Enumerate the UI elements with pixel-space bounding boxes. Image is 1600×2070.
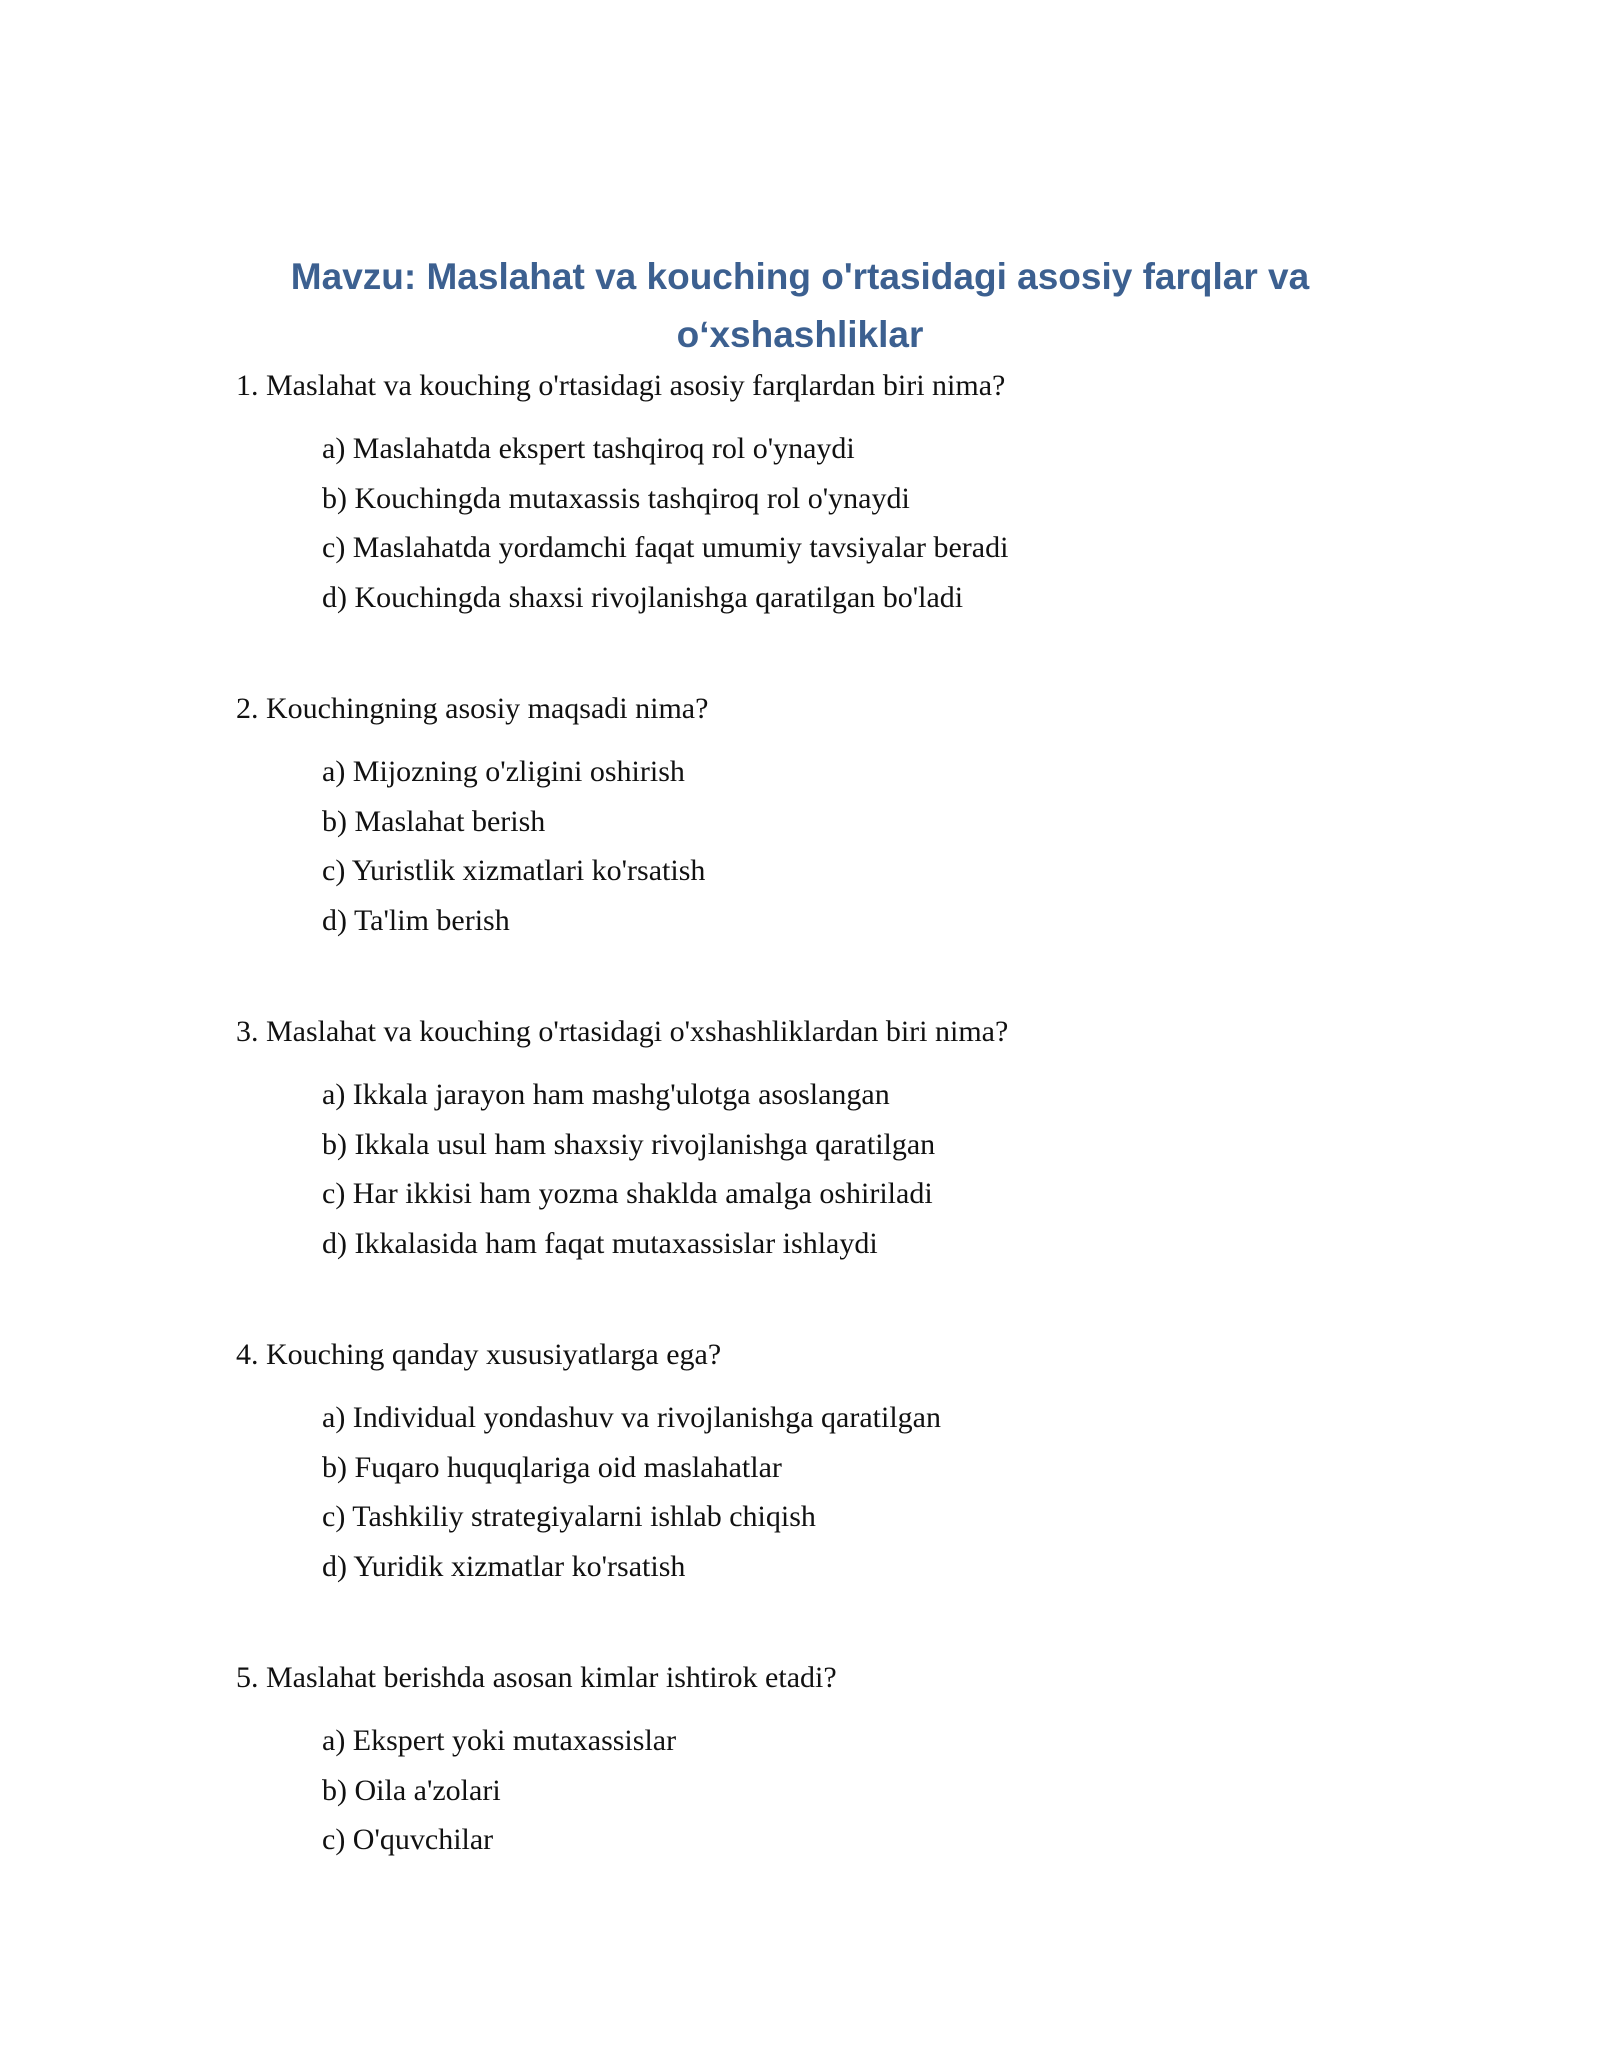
option-c: c) Yuristlik xizmatlari ko'rsatish bbox=[322, 854, 706, 887]
option-d: d) Ta'lim berish bbox=[322, 903, 510, 937]
option-d: d) Kouchingda shaxsi rivojlanishga qaratilgan bo'ladi bbox=[322, 580, 964, 614]
option-a: a) Ekspert yoki mutaxassislar bbox=[322, 1724, 677, 1757]
option-a: a) Ikkala jarayon ham mashg'ulotga asoslangan bbox=[322, 1078, 890, 1111]
options-list bbox=[322, 1716, 1436, 1865]
option-c: c) Har ikkisi ham yozma shaklda amalga oshiriladi bbox=[322, 1177, 933, 1210]
question-text: 2. Kouchingning asosiy maqsadi nima? bbox=[236, 692, 709, 725]
question-3 bbox=[236, 1014, 1436, 1268]
question-text: 5. Maslahat berishda asosan kimlar ishtirok etadi? bbox=[236, 1661, 837, 1694]
options-list bbox=[322, 747, 1436, 945]
option-d: d) Yuridik xizmatlar ko'rsatish bbox=[322, 1549, 686, 1583]
option-d: d) Ikkalasida ham faqat mutaxassislar ishlaydi bbox=[322, 1226, 878, 1260]
option-b: b) Fuqaro huquqlariga oid maslahatlar bbox=[322, 1450, 782, 1484]
question-text: 3. Maslahat va kouching o'rtasidagi o'xshashliklardan biri nima? bbox=[236, 1015, 1009, 1048]
page-title: Mavzu: Maslahat va kouching o'rtasidagi asosiy farqlar va o‘xshashliklar bbox=[290, 256, 1310, 355]
option-a: a) Maslahatda ekspert tashqiroq rol o'ynaydi bbox=[322, 432, 855, 465]
question-2 bbox=[236, 691, 1436, 945]
option-b: b) Kouchingda mutaxassis tashqiroq rol o'ynaydi bbox=[322, 481, 910, 515]
question-1 bbox=[236, 368, 1436, 622]
options-list bbox=[322, 1393, 1436, 1591]
option-b: b) Maslahat berish bbox=[322, 804, 546, 838]
option-b: b) Oila a'zolari bbox=[322, 1773, 501, 1807]
option-b: b) Ikkala usul ham shaxsiy rivojlanishga qaratilgan bbox=[322, 1127, 936, 1161]
option-c: c) Maslahatda yordamchi faqat umumiy tavsiyalar beradi bbox=[322, 531, 1009, 564]
option-a: a) Mijozning o'zligini oshirish bbox=[322, 755, 685, 788]
options-list bbox=[322, 1070, 1436, 1268]
option-c: c) O'quvchilar bbox=[322, 1823, 494, 1856]
options-list bbox=[322, 424, 1436, 622]
question-text: 1. Maslahat va kouching o'rtasidagi asosiy farqlardan biri nima? bbox=[236, 369, 1006, 402]
question-text: 4. Kouching qanday xususiyatlarga ega? bbox=[236, 1338, 722, 1371]
option-c: c) Tashkiliy strategiyalarni ishlab chiqish bbox=[322, 1500, 816, 1533]
option-a: a) Individual yondashuv va rivojlanishga qaratilgan bbox=[322, 1401, 941, 1434]
question-5 bbox=[236, 1660, 1436, 1865]
question-4 bbox=[236, 1337, 1436, 1591]
